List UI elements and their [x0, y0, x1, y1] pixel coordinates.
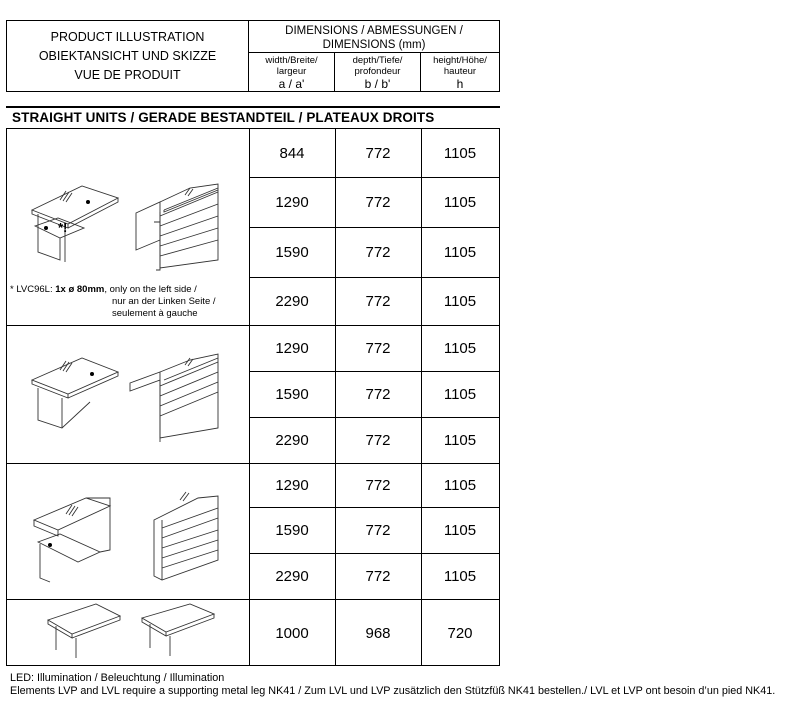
depth-label-1: depth/Tiefe/: [352, 55, 403, 66]
width-value: 2290: [275, 567, 309, 585]
note-prefix: * LVC96L:: [10, 284, 56, 295]
depth-value: 772: [365, 144, 391, 162]
depth-value: 772: [365, 385, 391, 403]
height-value: 1105: [443, 243, 477, 261]
depth-value: 968: [365, 624, 391, 642]
width-label-2: largeur: [276, 66, 307, 77]
depth-value: 772: [365, 431, 391, 449]
depth-value: 772: [365, 292, 391, 310]
depth-label-2: profondeur: [354, 66, 401, 77]
width-label-1: width/Breite/: [265, 55, 318, 66]
height-value: 1105: [443, 292, 477, 310]
section-title: STRAIGHT UNITS / GERADE BESTANDTEIL / PLATEAUX DROITS: [12, 110, 435, 125]
note-line-1: , only on the left side /: [104, 284, 197, 295]
lvc96l-marker: *!: [58, 220, 68, 235]
width-value: 2290: [275, 292, 309, 310]
header-line-3: VUE DE PRODUIT: [74, 67, 181, 82]
width-symbol: a / a': [278, 77, 305, 91]
height-value: 1105: [443, 385, 477, 403]
depth-value: 772: [365, 193, 391, 211]
height-value: 1105: [443, 476, 477, 494]
height-value: 1105: [443, 144, 477, 162]
height-value: 720: [447, 624, 473, 642]
footer-leg-note: Elements LVP and LVL require a supporting metal leg NK41 / Zum LVL und LVP zusätzlich den Stützfüß NK41 bestellen./ LVL et LVP ont besoin d’un pied NK41.: [10, 685, 776, 697]
depth-value: 772: [365, 567, 391, 585]
height-symbol: h: [456, 77, 464, 91]
dimensions-title-2: DIMENSIONS (mm): [322, 39, 426, 51]
depth-value: 772: [365, 521, 391, 539]
note-line-3: seulement à gauche: [112, 308, 198, 319]
height-label-2: hauteur: [443, 66, 477, 77]
note-bold: 1x ø 80mm: [55, 284, 105, 295]
width-value: 1290: [275, 476, 309, 494]
width-value: 2290: [275, 431, 309, 449]
height-value: 1105: [443, 193, 477, 211]
width-value: 1590: [275, 243, 309, 261]
depth-value: 772: [365, 339, 391, 357]
width-value: 1290: [275, 339, 309, 357]
width-value: 1290: [275, 193, 309, 211]
height-value: 1105: [443, 521, 477, 539]
depth-symbol: b / b': [364, 77, 391, 91]
width-value: 1590: [275, 521, 309, 539]
height-value: 1105: [443, 567, 477, 585]
depth-value: 772: [365, 476, 391, 494]
depth-value: 772: [365, 243, 391, 261]
height-label-1: height/Höhe/: [433, 55, 487, 66]
header-line-1: PRODUCT ILLUSTRATION: [50, 29, 205, 44]
width-value: 844: [279, 144, 305, 162]
width-value: 1000: [275, 624, 309, 642]
footer-led-note: LED: Illumination / Beleuchtung / Illumination: [10, 672, 225, 684]
dimensions-title-1: DIMENSIONS / ABMESSUNGEN /: [285, 25, 463, 37]
height-value: 1105: [443, 431, 477, 449]
note-line-2: nur an der Linken Seite /: [112, 296, 216, 307]
width-value: 1590: [275, 385, 309, 403]
header-line-2: OBIEKTANSICHT UND SKIZZE: [38, 48, 217, 63]
lvc96l-note: [10, 284, 240, 320]
height-value: 1105: [443, 339, 477, 357]
